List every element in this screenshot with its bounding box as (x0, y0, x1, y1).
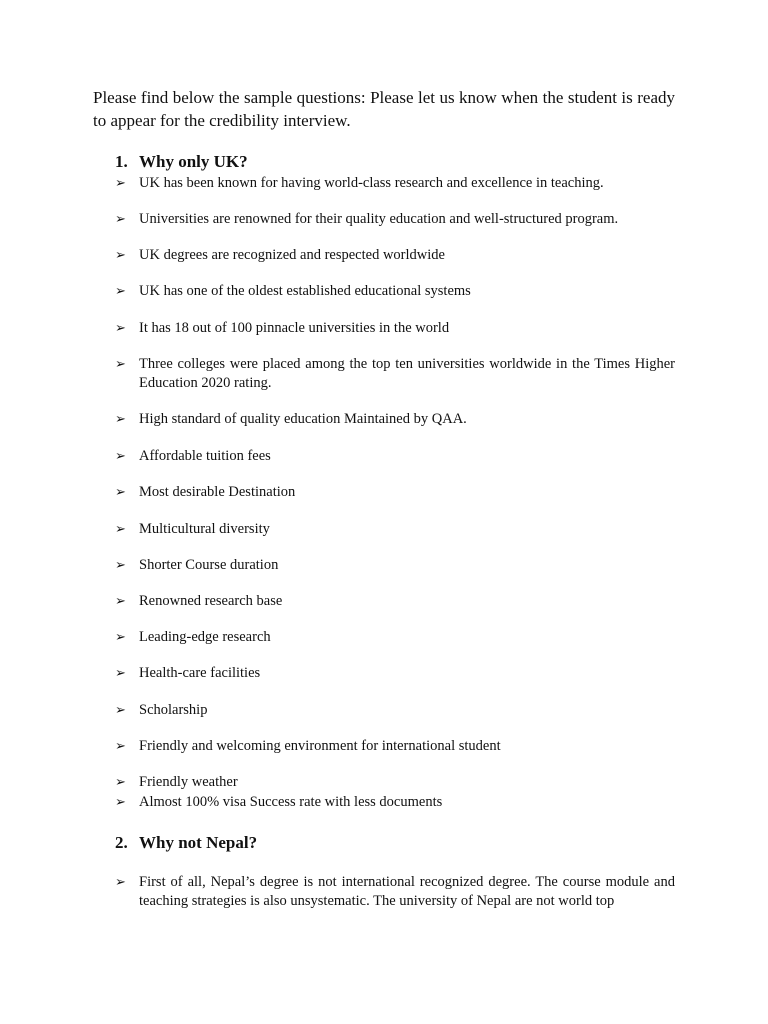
list-item: ➢ Friendly weather (115, 774, 238, 790)
arrow-bullet-icon: ➢ (115, 666, 126, 681)
arrow-bullet-icon: ➢ (115, 739, 126, 754)
arrow-bullet-icon: ➢ (115, 522, 126, 537)
list-item: ➢ It has 18 out of 100 pinnacle universities in the world (115, 320, 450, 336)
arrow-bullet-icon: ➢ (115, 449, 126, 464)
arrow-bullet-icon: ➢ (115, 212, 126, 227)
arrow-bullet-icon: ➢ (115, 412, 126, 427)
arrow-bullet-icon: ➢ (115, 875, 126, 890)
list-item: ➢ Three colleges were placed among the top ten universities worldwide in the Times Higher Education 2020 rating. (115, 356, 675, 391)
arrow-bullet-icon: ➢ (115, 558, 126, 573)
list-item: ➢ Health-care facilities (115, 665, 261, 681)
list-item: ➢ First of all, Nepal’s degree is not international recognized degree. The course module and teaching strategies is also unsystematic. The university of Nepal are not world top (115, 874, 675, 909)
list-item: ➢ Leading-edge research (115, 629, 271, 645)
list-item: ➢ Scholarship (115, 702, 208, 718)
arrow-bullet-icon: ➢ (115, 795, 126, 810)
section-number: 1. (115, 152, 128, 171)
list-item: ➢ UK degrees are recognized and respected worldwide (115, 247, 445, 263)
arrow-bullet-icon: ➢ (115, 594, 126, 609)
list-item: ➢ Universities are renowned for their quality education and well-structured program. (115, 211, 619, 227)
arrow-bullet-icon: ➢ (115, 284, 126, 299)
arrow-bullet-icon: ➢ (115, 630, 126, 645)
arrow-bullet-icon: ➢ (115, 703, 126, 718)
arrow-bullet-icon: ➢ (115, 321, 126, 336)
section-title: Why only UK? (139, 152, 248, 171)
list-item: ➢ UK has been known for having world-class research and excellence in teaching. (115, 175, 604, 191)
list-item: ➢ Renowned research base (115, 593, 283, 609)
arrow-bullet-icon: ➢ (115, 485, 126, 500)
list-item: ➢ Friendly and welcoming environment for international student (115, 738, 501, 754)
list-item: ➢ High standard of quality education Maintained by QAA. (115, 411, 467, 427)
section-title: Why not Nepal? (139, 833, 258, 852)
section-number: 2. (115, 833, 128, 852)
arrow-bullet-icon: ➢ (115, 775, 126, 790)
section-heading-why-not-nepal (115, 833, 257, 853)
arrow-bullet-icon: ➢ (115, 357, 126, 372)
list-item: ➢ Almost 100% visa Success rate with less documents (115, 794, 443, 810)
list-item: ➢ Multicultural diversity (115, 521, 270, 537)
arrow-bullet-icon: ➢ (115, 248, 126, 263)
list-item: ➢ Most desirable Destination (115, 484, 296, 500)
intro-paragraph: Please find below the sample questions: Please let us know when the student is ready to appear for the credibility interview. (93, 88, 675, 130)
arrow-bullet-icon: ➢ (115, 176, 126, 191)
list-item: ➢ Shorter Course duration (115, 557, 279, 573)
list-item: ➢ UK has one of the oldest established educational systems (115, 283, 471, 299)
list-item: ➢ Affordable tuition fees (115, 448, 271, 464)
section-heading-why-uk (115, 152, 248, 172)
